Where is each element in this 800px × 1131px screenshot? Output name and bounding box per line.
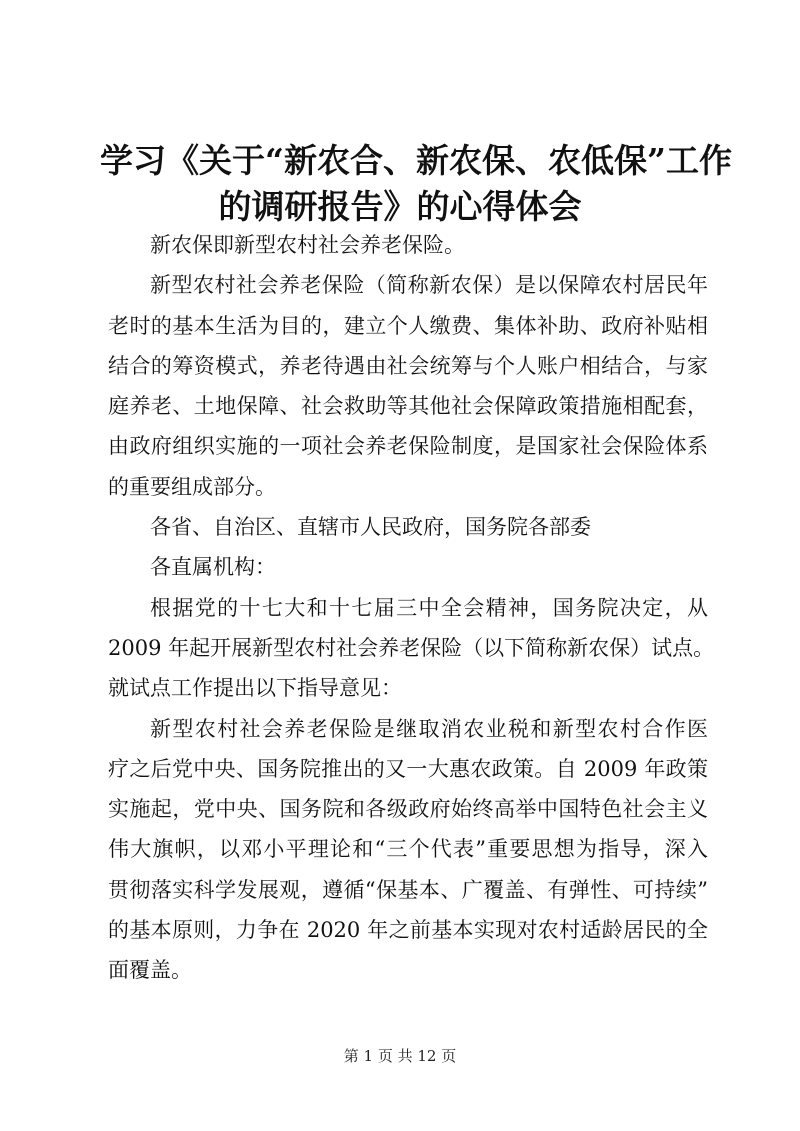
paragraph-line: 各直属机构：: [150, 555, 276, 580]
paragraph-line: 面覆盖。: [108, 958, 192, 983]
paragraph-line: 伟大旗帜，以邓小平理论和“三个代表”重要思想为指导，深入: [108, 837, 708, 862]
paragraph-line: 由政府组织实施的一项社会养老保险制度，是国家社会保险体系: [108, 434, 708, 459]
paragraph-line: 就试点工作提出以下指导意见：: [108, 676, 402, 701]
paragraph: [108, 507, 708, 547]
paragraph-line: 新农保即新型农村社会养老保险。: [150, 233, 465, 257]
paragraph-line: 的基本原则，力争在 2020 年之前基本实现对农村适龄居民的全: [108, 918, 708, 943]
paragraph: [108, 547, 708, 587]
paragraph: [108, 265, 708, 507]
paragraph-line: 根据党的十七大和十七届三中全会精神，国务院决定，从: [150, 595, 708, 620]
paragraph-line: 新型农村社会养老保险（简称新农保）是以保障农村居民年: [150, 273, 708, 298]
title-line: 的调研报告》的心得体会: [218, 187, 582, 226]
paragraph-line: 的重要组成部分。: [108, 474, 276, 499]
page-number-footer: 第 1 页 共 12 页: [343, 1047, 457, 1065]
paragraph-line: 庭养老、土地保障、社会救助等其他社会保障政策措施相配套，: [108, 394, 708, 419]
title-line: 学习《关于“新农合、新农保、农低保”工作: [100, 141, 732, 180]
paragraph-line: 新型农村社会养老保险是继取消农业税和新型农村合作医: [150, 716, 708, 741]
document-title: [100, 138, 732, 230]
paragraph-line: 2009 年起开展新型农村社会养老保险（以下简称新农保）试点。: [108, 635, 715, 660]
paragraph-line: 贯彻落实科学发展观，遵循“保基本、广覆盖、有弹性、可持续”: [108, 877, 708, 902]
paragraph: [108, 588, 715, 709]
paragraph-line: 结合的筹资模式，养老待遇由社会统筹与个人账户相结合，与家: [108, 353, 708, 378]
paragraph-line: 实施起，党中央、国务院和各级政府始终高举中国特色社会主义: [108, 797, 708, 822]
paragraph-line: 老时的基本生活为目的，建立个人缴费、集体补助、政府补贴相: [108, 313, 708, 338]
paragraph: [108, 225, 708, 265]
paragraph: [108, 709, 708, 991]
paragraph-line: 各省、自治区、直辖市人民政府，国务院各部委: [150, 515, 591, 540]
document-body: [108, 225, 715, 991]
paragraph-line: 疗之后党中央、国务院推出的又一大惠农政策。自 2009 年政策: [108, 756, 708, 781]
